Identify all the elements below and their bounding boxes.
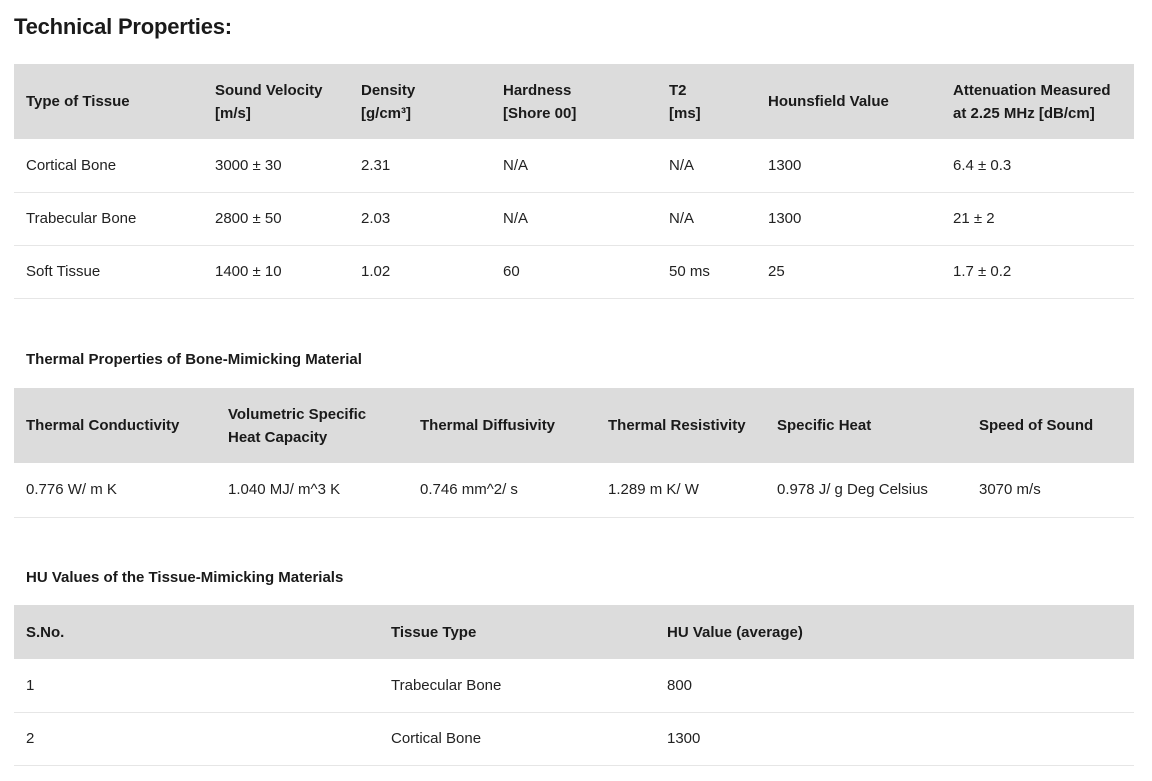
table-cell: 6.4 ± 0.3 — [941, 139, 1134, 192]
table-cell: Trabecular Bone — [379, 659, 655, 712]
table-cell: 2800 ± 50 — [203, 192, 349, 245]
table-cell: 3070 m/s — [967, 463, 1134, 517]
column-header-specific-heat: Specific Heat — [777, 417, 872, 434]
table-cell: N/A — [657, 139, 756, 192]
thermal-properties-table — [14, 388, 1134, 518]
table-header-row — [14, 388, 1134, 463]
table-cell: 1300 — [756, 139, 941, 192]
table-row — [14, 659, 1134, 712]
table-cell: 25 — [756, 245, 941, 298]
table-cell: 2 — [14, 712, 379, 765]
column-header-volumetric-heat-capacity: Volumetric Specific Heat Capacity — [228, 405, 367, 446]
column-header-t2: T2 [ms] — [669, 81, 701, 122]
page-title: Technical Properties: — [14, 14, 232, 39]
table-cell: 1300 — [655, 712, 1134, 765]
column-header-sno: S.No. — [26, 623, 65, 641]
column-header-thermal-conductivity: Thermal Conductivity — [26, 417, 180, 434]
table-cell: 21 ± 2 — [941, 192, 1134, 245]
table-cell: N/A — [491, 192, 657, 245]
column-header-density: Density [g/cm³] — [361, 81, 416, 122]
table-cell: 0.978 J/ g Deg Celsius — [765, 463, 967, 517]
table-cell: 50 ms — [657, 245, 756, 298]
column-header-type-of-tissue: Type of Tissue — [26, 93, 130, 110]
table-cell: N/A — [491, 139, 657, 192]
column-header-thermal-diffusivity: Thermal Diffusivity — [420, 417, 556, 434]
table-cell: N/A — [657, 192, 756, 245]
column-header-thermal-resistivity: Thermal Resistivity — [608, 417, 746, 434]
table-row — [14, 712, 1134, 765]
table-cell: 1 — [14, 659, 379, 712]
table-header-row — [14, 605, 1134, 659]
column-header-hounsfield-value: Hounsfield Value — [768, 93, 889, 110]
hu-values-table — [14, 605, 1134, 766]
table-cell: 2.31 — [349, 139, 491, 192]
column-header-hu-value: HU Value (average) — [667, 623, 803, 641]
table-cell: 2.03 — [349, 192, 491, 245]
table-cell: Trabecular Bone — [14, 192, 203, 245]
table-row — [14, 192, 1134, 245]
table-cell: 0.776 W/ m K — [14, 463, 216, 517]
table-cell: 800 — [655, 659, 1134, 712]
table-cell: 3000 ± 30 — [203, 139, 349, 192]
table-header-row — [14, 64, 1134, 139]
table-cell: 1.289 m K/ W — [596, 463, 765, 517]
table-row — [14, 463, 1134, 517]
table-row — [14, 245, 1134, 298]
table-cell: 60 — [491, 245, 657, 298]
table-cell: Cortical Bone — [14, 139, 203, 192]
table-cell: Cortical Bone — [379, 712, 655, 765]
table-cell: 1.02 — [349, 245, 491, 298]
table-cell: Soft Tissue — [14, 245, 203, 298]
hu-section-title: HU Values of the Tissue-Mimicking Materials — [26, 569, 344, 586]
technical-properties-table — [14, 64, 1134, 299]
column-header-speed-of-sound: Speed of Sound — [979, 417, 1094, 434]
column-header-attenuation: Attenuation Measured at 2.25 MHz [dB/cm] — [953, 81, 1111, 122]
table-cell: 1.040 MJ/ m^3 K — [216, 463, 408, 517]
thermal-section-title: Thermal Properties of Bone-Mimicking Material — [26, 351, 362, 368]
column-header-sound-velocity: Sound Velocity [m/s] — [215, 81, 323, 122]
table-cell: 1300 — [756, 192, 941, 245]
column-header-tissue-type: Tissue Type — [391, 623, 477, 641]
column-header-hardness: Hardness [Shore 00] — [503, 81, 577, 122]
table-cell: 1400 ± 10 — [203, 245, 349, 298]
table-row — [14, 139, 1134, 192]
table-cell: 0.746 mm^2/ s — [408, 463, 596, 517]
table-cell: 1.7 ± 0.2 — [941, 245, 1134, 298]
